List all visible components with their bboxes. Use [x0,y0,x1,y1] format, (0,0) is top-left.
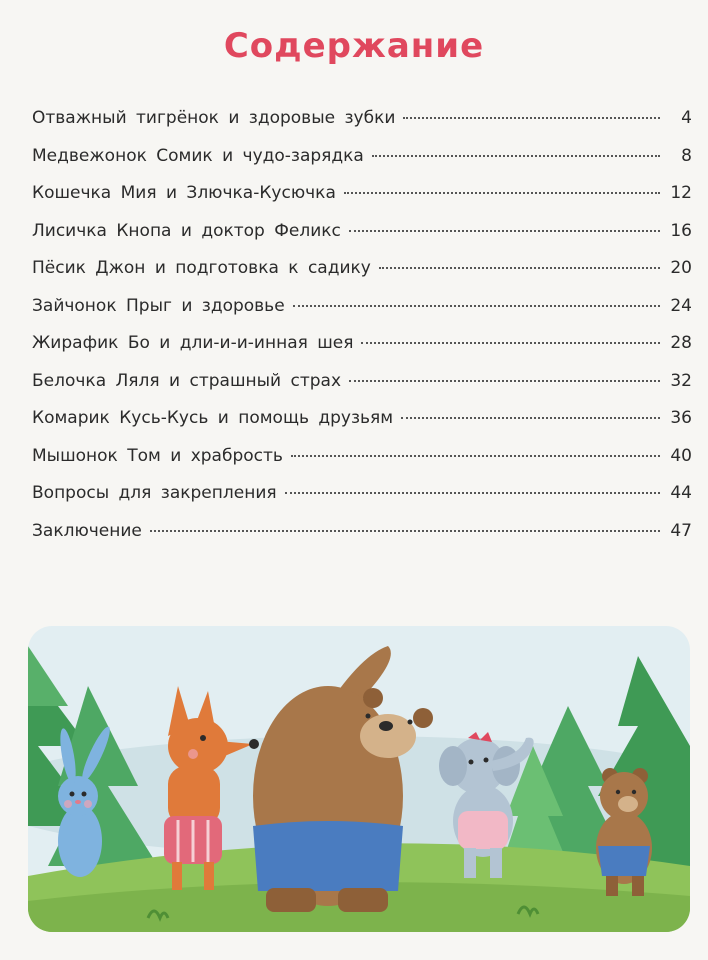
toc-entry-page: 40 [670,445,692,466]
toc-entry-label: Комарик Кусь-Кусь и помощь друзьям [32,408,394,428]
toc-entry-label: Пёсик Джон и подготовка к садику [32,258,371,278]
toc-entry-label: Вопросы для закрепления [32,483,277,503]
toc-entry-page: 24 [670,295,692,316]
toc-entry-label: Лисичка Кнопа и доктор Феликс [32,220,341,241]
toc-entry-page: 47 [670,520,692,541]
toc-entry[interactable] [32,483,692,521]
dot-leader [361,342,660,344]
toc-entry[interactable] [32,146,692,184]
toc-entry-page: 8 [681,145,692,166]
toc-entry-page: 20 [670,258,692,278]
toc-entry-label: Жирафик Бо и дли-и-и-инная шея [32,333,354,353]
toc-entry-page: 32 [670,370,692,391]
toc-entry[interactable] [32,296,692,334]
toc-entry[interactable] [32,258,692,296]
toc-entry-label: Медвежонок Сомик и чудо-зарядка [32,145,364,166]
dot-leader [285,492,660,494]
toc-entry[interactable] [32,521,692,559]
toc-entry-label: Кошечка Мия и Злючка-Кусючка [32,183,336,203]
toc-entry[interactable] [32,408,692,446]
dot-leader [293,305,660,307]
toc-entry-page: 16 [670,220,692,241]
illustration-svg [28,626,690,932]
dot-leader [403,117,660,119]
dot-leader [344,192,660,194]
table-of-contents [32,108,692,558]
page-title: Содержание [223,26,485,66]
toc-entry-label: Отважный тигрёнок и здоровые зубки [32,108,396,128]
dot-leader [401,417,660,419]
dot-leader [150,530,660,532]
toc-entry[interactable] [32,108,692,146]
toc-entry[interactable] [32,371,692,409]
toc-entry-label: Белочка Ляля и страшный страх [32,370,342,391]
toc-entry[interactable] [32,183,692,221]
dot-leader [379,267,660,269]
toc-entry[interactable] [32,446,692,484]
toc-entry-page: 12 [670,183,692,203]
toc-entry-label: Мышонок Том и храбрость [32,445,283,466]
dot-leader [349,230,660,232]
toc-entry-page: 4 [681,108,692,128]
toc-entry[interactable] [32,221,692,259]
toc-entry-page: 36 [670,408,692,428]
toc-entry-page: 44 [670,483,692,503]
dot-leader [291,455,660,457]
forest-animals-illustration [28,626,690,932]
toc-entry[interactable] [32,333,692,371]
toc-entry-label: Заключение [32,520,142,541]
toc-entry-label: Зайчонок Прыг и здоровье [32,295,285,316]
dot-leader [372,155,660,157]
dot-leader [349,380,660,382]
toc-entry-page: 28 [670,333,692,353]
